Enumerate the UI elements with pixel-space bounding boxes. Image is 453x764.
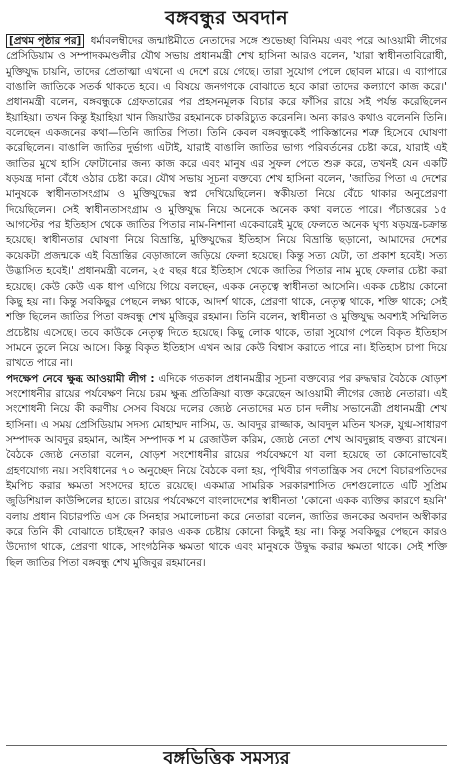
paragraph-1-text: ধর্মাবলম্বীদের জন্মাষ্টমীতে নেতাদের সঙ্গে শুভেচ্ছা বিনিময় এবং পরে আওয়ামী লীগের প্রেসিডিয়াম ও সম্পাদকমণ্ডলীর যৌথ সভায় প্রধানমন্ত্রী শেখ হাসিনা আরও বলেন, 'যারা স্বাধীনতাবিরোধী, মুক্তিযুদ্ধ চায়নি, তাদের প্রেতাত্মা এখনো এ দেশে রয়ে গেছে। তারা সুযোগ পেলে ছোবল মারে। এ ব্যাপারে বাঙালি জাতিকে সতর্ক থাকতে হবে। এ বিষয়ে জনগণকে বোঝাতে হবে কারা তাদের কল্যাণে কাজ করে।' প্রধানমন্ত্রী বলেন, বঙ্গবন্ধুকে গ্রেফতারের পর প্রহসনমূলক বিচার করে ফাঁসির রায়ে সই পর্যন্ত করেছিলেন ইয়াহিয়া। তখন কিন্তু ইয়াহিয়া খান জিয়াউর রহমানকে চাকরিচ্যুত করেননি। অন্য কারও কথাও বলেননি তিনি। বলেছেন একজনের কথা—তিনি জাতির পিতা। তিনি কেবল বঙ্গবন্ধুকেই পাকিস্তানের শত্রু হিসেবে ঘোষণা করেছিলেন। বাঙালি জাতির দুর্ভাগ্য এটাই, যারাই বাঙালি জাতির ভাগ্য পরিবর্তনের চেষ্টা করে, যারাই এই জাতির মুখে হাসি ফোটানোর জন্য কাজ করে এবং মানুষ এর সুফল পেতে শুরু করে, তখনই যেন একটি ষড়যন্ত্র দানা বেঁধে ওঠার চেষ্টা করে। যৌথ সভায় সূচনা বক্তব্যে শেখ হাসিনা বলেন, 'জাতির পিতা এ দেশের মানুষকে স্বাধীনতাসংগ্রাম ও মুক্তিযুদ্ধের স্বপ্ন দেখিয়েছিলেন। স্বকীয়তা নিয়ে বেঁচে থাকার অনুপ্রেরণা দিয়েছিলেন। সেই স্বাধীনতাসংগ্রাম ও মুক্তিযুদ্ধ নিয়ে অনেকে অনেক কথা বলতে পারে। পঁচাত্তরের ১৫ আগস্টের পর ইতিহাস থেকে জাতির পিতার নাম-নিশানা একেবারেই মুছে ফেলতে অনেক ঘৃণ্য ষড়যন্ত্র-চক্রান্ত হয়েছে। স্বাধীনতার ঘোষণা নিয়ে বিভ্রান্তি, মুক্তিযুদ্ধের ইতিহাস নিয়ে বিভ্রান্তি ছড়ানো, আমাদের দেশের কয়েকটা প্রজন্মকে এই বিভ্রান্তির বেড়াজালে জড়িয়ে ফেলা হয়েছে। কিন্তু সত্য যেটা, তা প্রকাশ হবেই। সত্য উদ্ভাসিত হবেই।' প্রধানমন্ত্রী বলেন, ২৫ বছর ধরে ইতিহাস থেকে জাতির পিতার নাম মুছে ফেলার চেষ্টা করা হয়েছে। কেউ কেউ এক ধাপ এগিয়ে গিয়ে বলছেন, একক নেতৃত্বে স্বাধীনতা আসেনি। একক চেষ্টায় কোনো কিছু হয় না। কিন্তু সবকিছুর পেছনে লক্ষ্য থাকে, আদর্শ থাকে, প্রেরণা থাকে, নেতৃত্ব থাকে, শক্তি থাকে; সেই শক্তি ছিলেন জাতির পিতা বঙ্গবন্ধু শেখ মুজিবুর রহমান। তিনি বলেন, স্বাধীনতা ও মুক্তিযুদ্ধ অবশ্যই সম্মিলিত প্রচেষ্টায় এসেছে। তবে কাউকে নেতৃত্ব দিতে হয়েছে। কিছু লোক থাকে, তারা সুযোগ পেলে বিকৃত ইতিহাস সামনে তুলে নিয়ে আসে। কিন্তু বিকৃত ইতিহাস এখন আর কেউ বিশ্বাস করাতে পারে না। ইতিহাস চাপা দিয়ে রাখতে পারে না। — [6, 35, 447, 370]
subheading-awami-league: পদক্ষেপ নেবে ক্ষুব্ধ আওয়ামী লীগ : — [6, 372, 155, 385]
article-headline: বঙ্গবন্ধুর অবদান — [165, 7, 288, 29]
column-divider — [6, 745, 447, 746]
next-article-headline: বঙ্গভিত্তিক সমস্যর — [163, 748, 290, 764]
paragraph-2-text: এদিকে গতকাল প্রধানমন্ত্রীর সূচনা বক্তব্যের পর রুদ্ধদ্বার বৈঠকে ষোড়শ সংশোধনীর রায়ের পর্যবেক্ষণ নিয়ে চরম ক্ষুব্ধ প্রতিক্রিয়া ব্যক্ত করেছেন আওয়ামী লীগের জ্যেষ্ঠ নেতারা। এই সংশোধনী নিয়ে কী করণীয় সেসব বিষয়ে দলের জ্যেষ্ঠ নেতাদের মত চান দলীয় সভানেত্রী প্রধানমন্ত্রী শেখ হাসিনা। এ সময় প্রেসিডিয়াম সদস্য মোহাম্মদ নাসিম, ড. আবদুর রাজ্জাক, আবদুল মতিন খসরু, যুগ্ম-সাধারণ সম্পাদক আবদুর রহমান, আইন সম্পাদক শ ম রেজাউল করিম, জ্যেষ্ঠ নেতা শেখ আবদুল্লাহ বক্তব্য রাখেন। বৈঠকে জ্যেষ্ঠ নেতারা বলেন, ষোড়শ সংশোধনীর রায়ের পর্যবেক্ষণে যা বলা হয়েছে তা কোনোভাবেই গ্রহণযোগ্য নয়। সংবিধানের ৭০ অনুচ্ছেদ নিয়ে বৈঠকে বলা হয়, পৃথিবীর গণতান্ত্রিক সব দেশে বিচারপতিদের ইমপিচ করার ক্ষমতা সংসদের হাতে রয়েছে। একমাত্র সামরিক সরকারশাসিত দেশগুলোতে এটি সুপ্রিম জুডিশিয়াল কাউন্সিলের হাতে। রায়ের পর্যবেক্ষণে বাংলাদেশের স্বাধীনতা 'কোনো একক ব্যক্তির কারণে হয়নি' বলায় প্রধান বিচারপতি এস কে সিনহার সমালোচনা করে নেতারা বলেন, জাতির জনকের অবদান অস্বীকার করে তিনি কী বোঝাতে চাইছেন? কারও একক চেষ্টায় কোনো কিছুই হয় না। কিন্তু সবকিছুর পেছনে কারও উদ্যোগ থাকে, প্রেরণা থাকে, সাংগঠনিক ক্ষমতা থাকে এবং মানুষকে উদ্বুদ্ধ করার ক্ষমতা থাকে। সেই শক্তি ছিল জাতির পিতা বঙ্গবন্ধু শেখ মুজিবুর রহমানের। — [6, 372, 447, 569]
continuation-tag: [প্রথম পৃষ্ঠার পর] — [6, 34, 84, 48]
article-paragraph-1 — [6, 34, 447, 372]
article-paragraph-2 — [6, 372, 447, 571]
